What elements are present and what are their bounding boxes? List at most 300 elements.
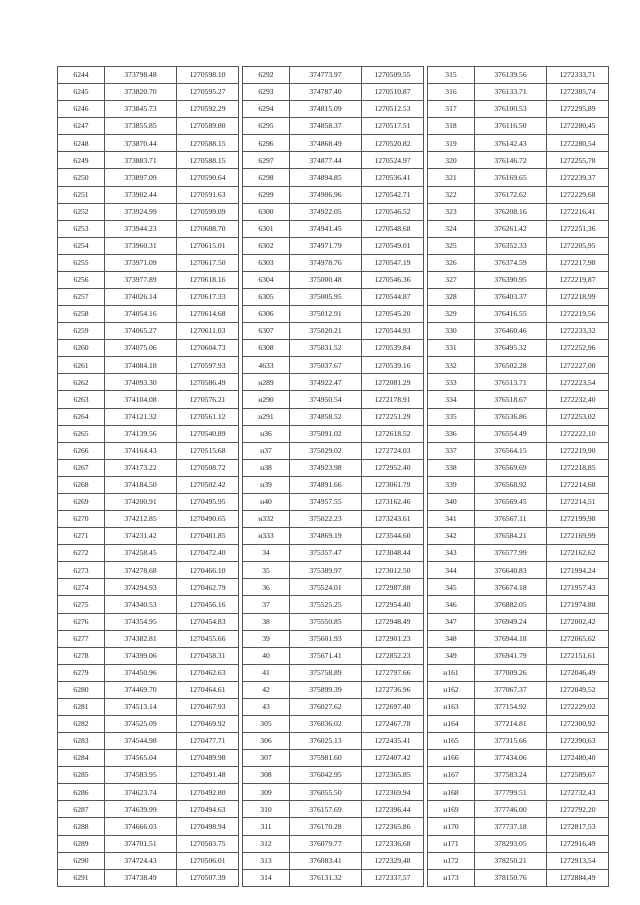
x-coordinate-cell: 374639.99	[105, 801, 177, 818]
y-coordinate-cell: 1272913,54	[547, 852, 609, 869]
x-coordinate-cell: 373820.70	[105, 84, 177, 101]
point-number-cell: 341	[428, 511, 475, 528]
x-coordinate-cell: 375899.39	[290, 681, 362, 698]
point-number-cell: 314	[243, 869, 290, 886]
table-row	[58, 767, 609, 784]
x-coordinate-cell: 374922.47	[290, 374, 362, 391]
y-coordinate-cell: 1272065,62	[547, 630, 609, 647]
point-number-cell: 321	[428, 169, 475, 186]
x-coordinate-cell: 375525.25	[290, 596, 362, 613]
x-coordinate-cell: 374054.16	[105, 306, 177, 323]
point-number-cell: 6305	[243, 289, 290, 306]
point-number-cell: 4633	[243, 357, 290, 374]
coordinates-table-body	[58, 67, 609, 887]
point-number-cell: 6256	[58, 271, 105, 288]
point-number-cell: 6283	[58, 733, 105, 750]
x-coordinate-cell: 373902.44	[105, 186, 177, 203]
x-coordinate-cell: 374922.05	[290, 203, 362, 220]
y-coordinate-cell: 1272218,99	[547, 289, 609, 306]
x-coordinate-cell: 374104.08	[105, 391, 177, 408]
table-row	[58, 118, 609, 135]
y-coordinate-cell: 1272229,02	[547, 698, 609, 715]
x-coordinate-cell: 376146.72	[475, 152, 547, 169]
x-coordinate-cell: 374941.45	[290, 220, 362, 237]
x-coordinate-cell: 374525.09	[105, 715, 177, 732]
coordinates-table-page	[57, 66, 608, 887]
point-number-cell: 38	[243, 613, 290, 630]
table-row	[58, 391, 609, 408]
table-row	[58, 545, 609, 562]
table-row	[58, 340, 609, 357]
y-coordinate-cell: 1272618.52	[362, 425, 424, 442]
y-coordinate-cell: 1270515.68	[177, 442, 239, 459]
x-coordinate-cell: 375005.95	[290, 289, 362, 306]
x-coordinate-cell: 376460.46	[475, 323, 547, 340]
y-coordinate-cell: 1270540.89	[177, 425, 239, 442]
x-coordinate-cell: 374957.55	[290, 493, 362, 510]
y-coordinate-cell: 1270477.71	[177, 733, 239, 750]
y-coordinate-cell: 1270544.93	[362, 323, 424, 340]
y-coordinate-cell: 1270617.33	[177, 289, 239, 306]
table-row	[58, 374, 609, 391]
table-row	[58, 528, 609, 545]
x-coordinate-cell: 374164.43	[105, 442, 177, 459]
y-coordinate-cell: 1270544.87	[362, 289, 424, 306]
table-row	[58, 715, 609, 732]
x-coordinate-cell: 373883.71	[105, 152, 177, 169]
x-coordinate-cell: 374093.30	[105, 374, 177, 391]
point-number-cell: 41	[243, 664, 290, 681]
y-coordinate-cell: 1270506.01	[177, 852, 239, 869]
x-coordinate-cell: 376169.65	[475, 169, 547, 186]
point-number-cell: 6289	[58, 835, 105, 852]
point-number-cell: 6290	[58, 852, 105, 869]
point-number-cell: 6303	[243, 254, 290, 271]
point-number-cell: н162	[428, 681, 475, 698]
y-coordinate-cell: 1272218,85	[547, 459, 609, 476]
x-coordinate-cell: 374906.96	[290, 186, 362, 203]
point-number-cell: 6291	[58, 869, 105, 886]
x-coordinate-cell: 376640.83	[475, 562, 547, 579]
point-number-cell: 6282	[58, 715, 105, 732]
y-coordinate-cell: 1270467.93	[177, 698, 239, 715]
point-number-cell: 6270	[58, 511, 105, 528]
y-coordinate-cell: 1272280,54	[547, 135, 609, 152]
x-coordinate-cell: 374278.68	[105, 562, 177, 579]
point-number-cell: 6285	[58, 767, 105, 784]
point-number-cell: 39	[243, 630, 290, 647]
y-coordinate-cell: 1272435.41	[362, 733, 424, 750]
y-coordinate-cell: 1272219,87	[547, 271, 609, 288]
point-number-cell: 6267	[58, 459, 105, 476]
table-row	[58, 733, 609, 750]
point-number-cell: н165	[428, 733, 475, 750]
point-number-cell: 6269	[58, 493, 105, 510]
x-coordinate-cell: 376949.24	[475, 613, 547, 630]
y-coordinate-cell: 1272333,71	[547, 67, 609, 84]
point-number-cell: 6281	[58, 698, 105, 715]
y-coordinate-cell: 1272233,32	[547, 323, 609, 340]
table-row	[58, 579, 609, 596]
x-coordinate-cell: 376554.49	[475, 425, 547, 442]
y-coordinate-cell: 1272390,63	[547, 733, 609, 750]
table-row	[58, 271, 609, 288]
x-coordinate-cell: 374065.27	[105, 323, 177, 340]
y-coordinate-cell: 1272732,43	[547, 784, 609, 801]
point-number-cell: 43	[243, 698, 290, 715]
x-coordinate-cell: 374583.95	[105, 767, 177, 784]
table-row	[58, 647, 609, 664]
y-coordinate-cell: 1272251.29	[362, 408, 424, 425]
y-coordinate-cell: 1270464.61	[177, 681, 239, 698]
x-coordinate-cell: 373870.44	[105, 135, 177, 152]
point-number-cell: 319	[428, 135, 475, 152]
x-coordinate-cell: 373971.09	[105, 254, 177, 271]
point-number-cell: 34	[243, 545, 290, 562]
x-coordinate-cell: 376157.69	[290, 801, 362, 818]
x-coordinate-cell: 373977.89	[105, 271, 177, 288]
point-number-cell: 306	[243, 733, 290, 750]
x-coordinate-cell: 376584.21	[475, 528, 547, 545]
point-number-cell: 6263	[58, 391, 105, 408]
y-coordinate-cell: 1272002,42	[547, 613, 609, 630]
point-number-cell: 6257	[58, 289, 105, 306]
table-row	[58, 784, 609, 801]
y-coordinate-cell: 1272407.42	[362, 750, 424, 767]
y-coordinate-cell: 1270466.10	[177, 562, 239, 579]
x-coordinate-cell: 374978.76	[290, 254, 362, 271]
y-coordinate-cell: 1270469.92	[177, 715, 239, 732]
y-coordinate-cell: 1270494.63	[177, 801, 239, 818]
x-coordinate-cell: 376027.62	[290, 698, 362, 715]
y-coordinate-cell: 1270536.41	[362, 169, 424, 186]
x-coordinate-cell: 377799.51	[475, 784, 547, 801]
point-number-cell: 6255	[58, 254, 105, 271]
y-coordinate-cell: 1272916,49	[547, 835, 609, 852]
x-coordinate-cell: 375357.47	[290, 545, 362, 562]
x-coordinate-cell: 376261.42	[475, 220, 547, 237]
y-coordinate-cell: 1273048.44	[362, 545, 424, 562]
x-coordinate-cell: 374868.49	[290, 135, 362, 152]
y-coordinate-cell: 1270545.20	[362, 306, 424, 323]
table-row	[58, 835, 609, 852]
point-number-cell: 6250	[58, 169, 105, 186]
point-number-cell: 6264	[58, 408, 105, 425]
x-coordinate-cell: 374258.45	[105, 545, 177, 562]
point-number-cell: 6297	[243, 152, 290, 169]
y-coordinate-cell: 1270456.16	[177, 596, 239, 613]
x-coordinate-cell: 374173.22	[105, 459, 177, 476]
x-coordinate-cell: 374513.14	[105, 698, 177, 715]
y-coordinate-cell: 1270458.31	[177, 647, 239, 664]
point-number-cell: 6307	[243, 323, 290, 340]
point-number-cell: 6271	[58, 528, 105, 545]
point-number-cell: 6247	[58, 118, 105, 135]
point-number-cell: 6299	[243, 186, 290, 203]
x-coordinate-cell: 374565.04	[105, 750, 177, 767]
point-number-cell: 322	[428, 186, 475, 203]
y-coordinate-cell: 1270462.63	[177, 664, 239, 681]
x-coordinate-cell: 374354.95	[105, 613, 177, 630]
y-coordinate-cell: 1270548.68	[362, 220, 424, 237]
table-row	[58, 869, 609, 886]
table-row	[58, 186, 609, 203]
point-number-cell: 326	[428, 254, 475, 271]
x-coordinate-cell: 374950.54	[290, 391, 362, 408]
x-coordinate-cell: 374382.81	[105, 630, 177, 647]
table-row	[58, 323, 609, 340]
x-coordinate-cell: 374200.91	[105, 493, 177, 510]
point-number-cell: 342	[428, 528, 475, 545]
x-coordinate-cell: 376352.33	[475, 237, 547, 254]
point-number-cell: н163	[428, 698, 475, 715]
y-coordinate-cell: 1272219,56	[547, 306, 609, 323]
x-coordinate-cell: 375524.01	[290, 579, 362, 596]
x-coordinate-cell: 376083.41	[290, 852, 362, 869]
y-coordinate-cell: 1272151,61	[547, 647, 609, 664]
point-number-cell: н291	[243, 408, 290, 425]
point-number-cell: 6252	[58, 203, 105, 220]
y-coordinate-cell: 1270539.16	[362, 357, 424, 374]
y-coordinate-cell: 1270588.15	[177, 135, 239, 152]
y-coordinate-cell: 1270508.72	[177, 459, 239, 476]
point-number-cell: 6306	[243, 306, 290, 323]
point-number-cell: 35	[243, 562, 290, 579]
x-coordinate-cell: 374294.93	[105, 579, 177, 596]
y-coordinate-cell: 1270547.19	[362, 254, 424, 271]
y-coordinate-cell: 1273243.61	[362, 511, 424, 528]
table-row	[58, 408, 609, 425]
y-coordinate-cell: 1270608.70	[177, 220, 239, 237]
y-coordinate-cell: 1272467.78	[362, 715, 424, 732]
x-coordinate-cell: 377315.66	[475, 733, 547, 750]
y-coordinate-cell: 1272227,00	[547, 357, 609, 374]
point-number-cell: 311	[243, 818, 290, 835]
y-coordinate-cell: 1270597.93	[177, 357, 239, 374]
x-coordinate-cell: 376569.45	[475, 493, 547, 510]
x-coordinate-cell: 374212.85	[105, 511, 177, 528]
point-number-cell: 6280	[58, 681, 105, 698]
point-number-cell: н38	[243, 459, 290, 476]
x-coordinate-cell: 374923.98	[290, 459, 362, 476]
x-coordinate-cell: 374787.40	[290, 84, 362, 101]
y-coordinate-cell: 1272948.49	[362, 613, 424, 630]
y-coordinate-cell: 1272251,36	[547, 220, 609, 237]
y-coordinate-cell: 1270462.79	[177, 579, 239, 596]
point-number-cell: 6296	[243, 135, 290, 152]
x-coordinate-cell: 374773.97	[290, 67, 362, 84]
x-coordinate-cell: 376142.43	[475, 135, 547, 152]
y-coordinate-cell: 1270455.66	[177, 630, 239, 647]
y-coordinate-cell: 1272219,90	[547, 442, 609, 459]
x-coordinate-cell: 376042.95	[290, 767, 362, 784]
x-coordinate-cell: 375091.02	[290, 425, 362, 442]
y-coordinate-cell: 1272199,98	[547, 511, 609, 528]
x-coordinate-cell: 376116.50	[475, 118, 547, 135]
point-number-cell: 6249	[58, 152, 105, 169]
x-coordinate-cell: 375671.41	[290, 647, 362, 664]
x-coordinate-cell: 374971.79	[290, 237, 362, 254]
y-coordinate-cell: 1272589,67	[547, 767, 609, 784]
x-coordinate-cell: 376882.05	[475, 596, 547, 613]
y-coordinate-cell: 1270591.63	[177, 186, 239, 203]
y-coordinate-cell: 1272217,98	[547, 254, 609, 271]
point-number-cell: н289	[243, 374, 290, 391]
table-row	[58, 357, 609, 374]
point-number-cell: 6292	[243, 67, 290, 84]
y-coordinate-cell: 1270617.50	[177, 254, 239, 271]
point-number-cell: 344	[428, 562, 475, 579]
point-number-cell: 6251	[58, 186, 105, 203]
x-coordinate-cell: 376567.11	[475, 511, 547, 528]
table-row	[58, 562, 609, 579]
x-coordinate-cell: 376536.86	[475, 408, 547, 425]
y-coordinate-cell: 1270595.27	[177, 84, 239, 101]
y-coordinate-cell: 1270589.80	[177, 118, 239, 135]
point-number-cell: 6254	[58, 237, 105, 254]
y-coordinate-cell: 1272365.86	[362, 818, 424, 835]
x-coordinate-cell: 373944.23	[105, 220, 177, 237]
point-number-cell: н290	[243, 391, 290, 408]
y-coordinate-cell: 1272178.91	[362, 391, 424, 408]
x-coordinate-cell: 373845.73	[105, 101, 177, 118]
y-coordinate-cell: 1270599.09	[177, 203, 239, 220]
y-coordinate-cell: 1272987.88	[362, 579, 424, 596]
x-coordinate-cell: 376036.02	[290, 715, 362, 732]
y-coordinate-cell: 1272295,89	[547, 101, 609, 118]
table-row	[58, 169, 609, 186]
y-coordinate-cell: 1272954.40	[362, 596, 424, 613]
y-coordinate-cell: 1272952.40	[362, 459, 424, 476]
y-coordinate-cell: 1272239,37	[547, 169, 609, 186]
y-coordinate-cell: 1270495.95	[177, 493, 239, 510]
x-coordinate-cell: 374340.53	[105, 596, 177, 613]
table-row	[58, 818, 609, 835]
y-coordinate-cell: 1272300,92	[547, 715, 609, 732]
x-coordinate-cell: 374738.49	[105, 869, 177, 886]
point-number-cell: 333	[428, 374, 475, 391]
x-coordinate-cell: 375022.23	[290, 511, 362, 528]
y-coordinate-cell: 1270618.16	[177, 271, 239, 288]
x-coordinate-cell: 373897.09	[105, 169, 177, 186]
y-coordinate-cell: 1272884,49	[547, 869, 609, 886]
x-coordinate-cell: 374724.43	[105, 852, 177, 869]
y-coordinate-cell: 1272329,48	[362, 852, 424, 869]
y-coordinate-cell: 1272736.96	[362, 681, 424, 698]
point-number-cell: 312	[243, 835, 290, 852]
y-coordinate-cell: 1272252,96	[547, 340, 609, 357]
point-number-cell: н172	[428, 852, 475, 869]
x-coordinate-cell: 375981.60	[290, 750, 362, 767]
y-coordinate-cell: 1272162,62	[547, 545, 609, 562]
point-number-cell: 6279	[58, 664, 105, 681]
table-row	[58, 681, 609, 698]
point-number-cell: 6244	[58, 67, 105, 84]
x-coordinate-cell: 377434.06	[475, 750, 547, 767]
x-coordinate-cell: 376416.55	[475, 306, 547, 323]
x-coordinate-cell: 373960.31	[105, 237, 177, 254]
x-coordinate-cell: 376495.32	[475, 340, 547, 357]
point-number-cell: 343	[428, 545, 475, 562]
point-number-cell: 310	[243, 801, 290, 818]
y-coordinate-cell: 1272901.23	[362, 630, 424, 647]
point-number-cell: 328	[428, 289, 475, 306]
table-row	[58, 596, 609, 613]
point-number-cell: 318	[428, 118, 475, 135]
table-row	[58, 698, 609, 715]
point-number-cell: н40	[243, 493, 290, 510]
y-coordinate-cell: 1270498.94	[177, 818, 239, 835]
table-row	[58, 289, 609, 306]
y-coordinate-cell: 1270507.39	[177, 869, 239, 886]
point-number-cell: 6301	[243, 220, 290, 237]
table-row	[58, 613, 609, 630]
point-number-cell: н164	[428, 715, 475, 732]
x-coordinate-cell: 376390.95	[475, 271, 547, 288]
y-coordinate-cell: 1272222,10	[547, 425, 609, 442]
x-coordinate-cell: 377009.26	[475, 664, 547, 681]
y-coordinate-cell: 1270549.01	[362, 237, 424, 254]
x-coordinate-cell: 376055.50	[290, 784, 362, 801]
point-number-cell: 6261	[58, 357, 105, 374]
point-number-cell: 329	[428, 306, 475, 323]
point-number-cell: 6268	[58, 476, 105, 493]
point-number-cell: 6304	[243, 271, 290, 288]
table-row	[58, 254, 609, 271]
x-coordinate-cell: 374139.56	[105, 425, 177, 442]
y-coordinate-cell: 1272852.23	[362, 647, 424, 664]
x-coordinate-cell: 376564.15	[475, 442, 547, 459]
x-coordinate-cell: 375037.67	[290, 357, 362, 374]
point-number-cell: 6265	[58, 425, 105, 442]
x-coordinate-cell: 375012.91	[290, 306, 362, 323]
y-coordinate-cell: 1272216,41	[547, 203, 609, 220]
table-row	[58, 237, 609, 254]
x-coordinate-cell: 376139.56	[475, 67, 547, 84]
y-coordinate-cell: 1272255,78	[547, 152, 609, 169]
table-row	[58, 306, 609, 323]
x-coordinate-cell: 376569.69	[475, 459, 547, 476]
y-coordinate-cell: 1272223,54	[547, 374, 609, 391]
point-number-cell: н173	[428, 869, 475, 886]
y-coordinate-cell: 1270517.51	[362, 118, 424, 135]
x-coordinate-cell: 376025.13	[290, 733, 362, 750]
y-coordinate-cell: 1272205,95	[547, 237, 609, 254]
x-coordinate-cell: 377067.37	[475, 681, 547, 698]
point-number-cell: н168	[428, 784, 475, 801]
point-number-cell: 6278	[58, 647, 105, 664]
x-coordinate-cell: 375389.97	[290, 562, 362, 579]
y-coordinate-cell: 1272305,74	[547, 84, 609, 101]
point-number-cell: н37	[243, 442, 290, 459]
point-number-cell: 315	[428, 67, 475, 84]
x-coordinate-cell: 374701.51	[105, 835, 177, 852]
point-number-cell: 40	[243, 647, 290, 664]
y-coordinate-cell: 1272232,40	[547, 391, 609, 408]
point-number-cell: н36	[243, 425, 290, 442]
y-coordinate-cell: 1270590.64	[177, 169, 239, 186]
y-coordinate-cell: 1270592.29	[177, 101, 239, 118]
point-number-cell: 349	[428, 647, 475, 664]
y-coordinate-cell: 1273544.60	[362, 528, 424, 545]
y-coordinate-cell: 1270561.12	[177, 408, 239, 425]
x-coordinate-cell: 376518.67	[475, 391, 547, 408]
point-number-cell: 325	[428, 237, 475, 254]
y-coordinate-cell: 1272214,51	[547, 493, 609, 510]
x-coordinate-cell: 374858.52	[290, 408, 362, 425]
x-coordinate-cell: 374026.14	[105, 289, 177, 306]
point-number-cell: н167	[428, 767, 475, 784]
